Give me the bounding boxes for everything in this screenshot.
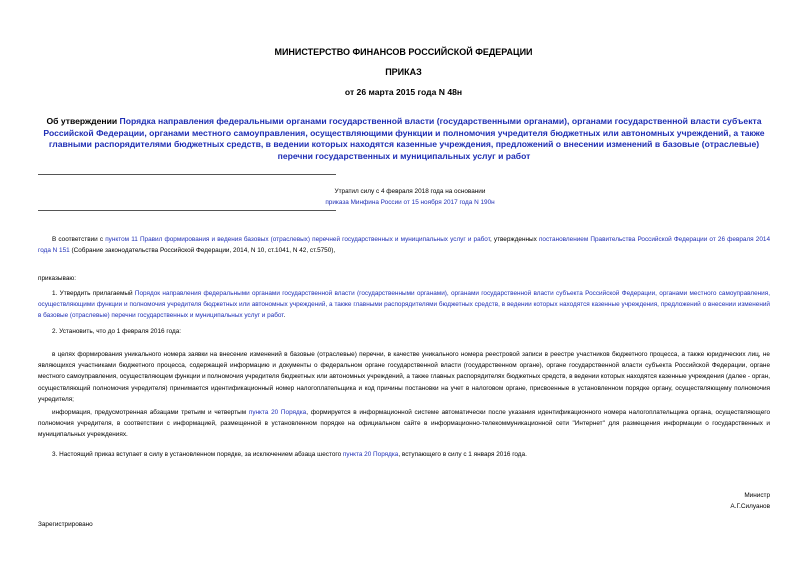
separator-bottom: [38, 210, 336, 211]
paragraph-item-2-a: в целях формирования уникального номера заявки на внесение изменений в базовые (отраслевые) перечни, в качестве уникального номера реестровой записи в реестре участников бюджетного процесса, а также юридических лиц, не являющихся участниками бюджетного процесса, содержащей информацию и документы о федеральном органе государственной власти (государственном органе), органе государственной власти субъекта Российской Федерации, органе местного самоуправления, осуществляющем функции и полномочия учредителя бюджетных или автономных учреждений, а также главных распорядителях бюджетных средств, в ведении которых находятся казенные учреждения (далее - орган, осуществляющий полномочия учредителя) принимается идентификационный номер налогоплательщика и код причины постановки на учет в налоговом органе, присвоенные в установленном порядке органу, осуществляющему полномочия учредителя;: [38, 351, 770, 403]
title-link[interactable]: Порядка направления федеральными органами государственной власти (государственными органами), органами государственной власти субъекта Российской Федерации, органами местного самоуправления, осуществляющими функции и полномочия учредителя бюджетных или автономных учреждений, а также главными распорядителями бюджетных средств, в ведении которых находятся казенные учреждения, предложений о внесении изменений в базовые (отраслевые) перечни государственных и муниципальных услуг и работ: [43, 116, 765, 161]
status-line: Утратил силу с 4 февраля 2018 года на основании: [334, 188, 486, 195]
item-1-link-procedure[interactable]: Порядок направления федеральными органами государственной власти (государственными органами), органами государственной власти субъекта Российской Федерации, органами местного самоуправления, осуществляющими функции и полномочия учредителя бюджетных или автономных учреждений, а также главными распорядителями бюджетных средств, в ведении которых находятся казенные учреждения, предложений о внесении изменений в базовые (отраслевые) перечни государственных и муниципальных услуг и работ: [38, 290, 770, 320]
item-3-link-point-20[interactable]: пункта 20 Порядка: [342, 451, 399, 458]
item-2b-text-2: , формируется в информационной системе автоматически после указания идентификационного номера налогоплательщика органа, осуществляющего полномочия учредителя, в соответствии с информацией, размещенной в установленном порядке на официальном сайте в информационно-телекоммуникационной сети "Интернет" для размещения информации о государственных и муниципальных учреждениях.: [38, 409, 770, 439]
item-3-text-1: 3. Настоящий приказ вступает в силу в установленном порядке, за исключением абзаца шестого: [52, 451, 343, 458]
title-prefix: Об утверждении: [46, 116, 120, 126]
preamble-text-2: , утвержденных: [489, 236, 539, 243]
paragraph-item-1: [38, 288, 770, 322]
separator-top: [38, 174, 336, 175]
preamble-text-1: В соответствии с: [52, 236, 106, 243]
ministry-heading: МИНИСТЕРСТВО ФИНАНСОВ РОССИЙСКОЙ ФЕДЕРАЦИИ: [274, 47, 533, 57]
item-1-text-2: .: [283, 312, 286, 320]
document-title: [38, 116, 770, 162]
registered-note: Зарегистрировано: [38, 521, 93, 528]
status-link[interactable]: приказа Минфина России от 15 ноября 2017 года N 190н: [325, 199, 495, 206]
paragraph-order-word: приказываю:: [38, 275, 76, 282]
preamble-link-resolution[interactable]: постановлением Правительства Российской Федерации от 26 февраля 2014 года N 151: [38, 236, 770, 255]
status-note: [250, 186, 570, 208]
paragraph-preamble: [38, 234, 770, 256]
document-date-number: от 26 марта 2015 года N 48н: [344, 87, 463, 97]
paragraph-item-2-b: [38, 407, 770, 441]
item-3-text-2: , вступающего в силу с 1 января 2016 года.: [398, 451, 527, 458]
signature-name: А.Г.Силуанов: [730, 503, 770, 510]
signature-position: Министр: [744, 492, 770, 499]
signature-block: [730, 490, 770, 512]
item-1-text-1: 1. Утвердить прилагаемый: [52, 290, 135, 297]
preamble-text-3: (Собрание законодательства Российской Федерации, 2014, N 10, ст.1041, N 42, ст.5750),: [69, 247, 336, 255]
paragraph-item-3: [38, 449, 770, 460]
document-type: ПРИКАЗ: [385, 67, 422, 77]
paragraph-item-2: 2. Установить, что до 1 февраля 2016 года:: [52, 328, 182, 335]
item-2b-link-point-20[interactable]: пункта 20 Порядка: [248, 409, 307, 416]
preamble-link-rules[interactable]: пунктом 11 Правил формирования и ведения базовых (отраслевых) перечней государственных и муниципальных услуг и работ: [105, 236, 490, 243]
item-2b-text-1: информация, предусмотренная абзацами третьим и четвертым: [52, 409, 249, 416]
